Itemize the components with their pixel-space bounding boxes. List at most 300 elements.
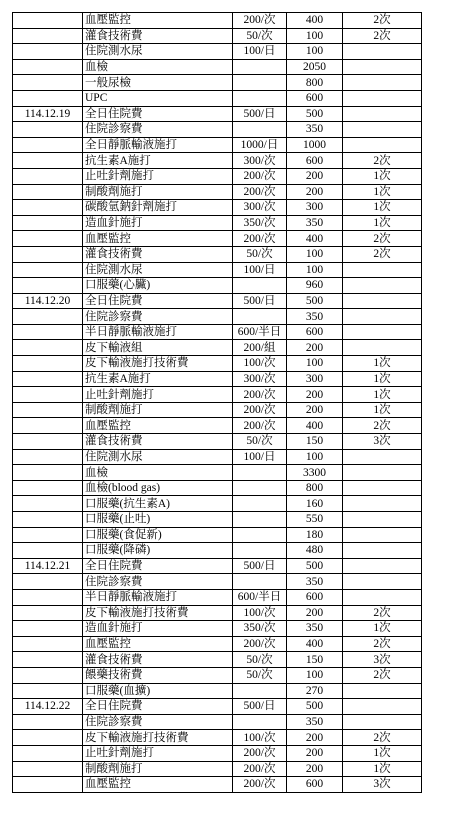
date-cell [13,168,83,184]
date-cell [13,434,83,450]
item-cell: 口服藥(血擴) [83,683,233,699]
table-row [13,278,422,294]
unit-price-cell: 200/次 [233,745,287,761]
count-cell [343,543,422,559]
unit-price-cell: 200/次 [233,761,287,777]
unit-price-cell [233,278,287,294]
unit-price-cell [233,59,287,75]
table-row [13,28,422,44]
unit-price-cell: 300/次 [233,371,287,387]
table-row [13,652,422,668]
date-cell [13,543,83,559]
table-row [13,730,422,746]
count-cell: 3次 [343,434,422,450]
table-row [13,402,422,418]
item-cell: 住院診察費 [83,122,233,138]
amount-cell: 100 [287,44,343,60]
amount-cell: 100 [287,356,343,372]
date-cell [13,371,83,387]
count-cell: 2次 [343,418,422,434]
count-cell: 2次 [343,636,422,652]
count-cell: 2次 [343,730,422,746]
date-cell [13,605,83,621]
unit-price-cell: 600/半日 [233,589,287,605]
unit-price-cell: 600/半日 [233,324,287,340]
count-cell [343,699,422,715]
item-cell: 住院測水尿 [83,262,233,278]
date-cell [13,13,83,29]
amount-cell: 600 [287,153,343,169]
item-cell: 住院診察費 [83,309,233,325]
date-cell: 114.12.19 [13,106,83,122]
count-cell [343,278,422,294]
date-cell [13,200,83,216]
unit-price-cell: 100/次 [233,356,287,372]
unit-price-cell: 200/次 [233,402,287,418]
date-cell [13,215,83,231]
item-cell: 血壓監控 [83,231,233,247]
amount-cell: 200 [287,605,343,621]
amount-cell: 100 [287,28,343,44]
amount-cell: 350 [287,122,343,138]
table-row [13,496,422,512]
date-cell [13,683,83,699]
unit-price-cell: 200/組 [233,340,287,356]
item-cell: 止吐針劑施打 [83,745,233,761]
table-row [13,44,422,60]
item-cell: 住院診察費 [83,574,233,590]
date-cell [13,574,83,590]
item-cell: 血檢 [83,59,233,75]
table-row [13,418,422,434]
amount-cell: 3300 [287,465,343,481]
amount-cell: 160 [287,496,343,512]
item-cell: 制酸劑施打 [83,761,233,777]
table-row [13,215,422,231]
amount-cell: 400 [287,418,343,434]
unit-price-cell [233,480,287,496]
count-cell [343,137,422,153]
count-cell: 1次 [343,184,422,200]
amount-cell: 200 [287,730,343,746]
amount-cell: 600 [287,589,343,605]
amount-cell: 800 [287,480,343,496]
item-cell: 皮下輸液施打技術費 [83,605,233,621]
count-cell [343,324,422,340]
date-cell [13,496,83,512]
amount-cell: 200 [287,387,343,403]
count-cell [343,59,422,75]
count-cell [343,90,422,106]
item-cell: 一般尿檢 [83,75,233,91]
count-cell [343,683,422,699]
date-cell [13,231,83,247]
unit-price-cell [233,543,287,559]
item-cell: 造血針施打 [83,621,233,637]
table-row [13,512,422,528]
item-cell: 半日靜脈輸液施打 [83,589,233,605]
amount-cell: 480 [287,543,343,559]
date-cell [13,28,83,44]
table-row [13,589,422,605]
item-cell: 皮下輸液施打技術費 [83,356,233,372]
unit-price-cell: 100/日 [233,449,287,465]
amount-cell: 300 [287,200,343,216]
date-cell [13,309,83,325]
date-cell [13,340,83,356]
billing-table-body [13,13,422,793]
amount-cell: 350 [287,574,343,590]
count-cell: 2次 [343,28,422,44]
count-cell: 1次 [343,356,422,372]
item-cell: 血檢(blood gas) [83,480,233,496]
count-cell: 2次 [343,246,422,262]
unit-price-cell: 50/次 [233,246,287,262]
count-cell [343,558,422,574]
amount-cell: 180 [287,527,343,543]
unit-price-cell: 200/次 [233,231,287,247]
amount-cell: 550 [287,512,343,528]
amount-cell: 200 [287,340,343,356]
unit-price-cell: 200/次 [233,636,287,652]
item-cell: 口服藥(食促新) [83,527,233,543]
amount-cell: 400 [287,13,343,29]
unit-price-cell: 200/次 [233,168,287,184]
item-cell: 制酸劑施打 [83,402,233,418]
amount-cell: 200 [287,402,343,418]
amount-cell: 1000 [287,137,343,153]
count-cell: 1次 [343,200,422,216]
table-row [13,465,422,481]
unit-price-cell: 200/次 [233,13,287,29]
date-cell [13,278,83,294]
date-cell: 114.12.22 [13,699,83,715]
amount-cell: 150 [287,652,343,668]
unit-price-cell: 200/次 [233,387,287,403]
unit-price-cell [233,683,287,699]
item-cell: 口服藥(抗生素A) [83,496,233,512]
item-cell: 餵藥技術費 [83,667,233,683]
table-row [13,153,422,169]
amount-cell: 500 [287,106,343,122]
item-cell: 血壓監控 [83,13,233,29]
item-cell: 止吐針劑施打 [83,387,233,403]
count-cell [343,574,422,590]
count-cell: 1次 [343,745,422,761]
table-row [13,449,422,465]
amount-cell: 960 [287,278,343,294]
item-cell: 住院診察費 [83,714,233,730]
table-row [13,558,422,574]
unit-price-cell: 350/次 [233,215,287,231]
unit-price-cell [233,512,287,528]
amount-cell: 500 [287,558,343,574]
date-cell [13,730,83,746]
table-row [13,387,422,403]
unit-price-cell [233,465,287,481]
table-row [13,137,422,153]
count-cell [343,262,422,278]
count-cell [343,512,422,528]
amount-cell: 100 [287,449,343,465]
count-cell [343,122,422,138]
amount-cell: 600 [287,777,343,793]
count-cell: 1次 [343,387,422,403]
count-cell [343,465,422,481]
table-row [13,106,422,122]
table-row [13,527,422,543]
unit-price-cell: 200/次 [233,777,287,793]
table-row [13,59,422,75]
unit-price-cell: 100/日 [233,262,287,278]
unit-price-cell: 500/日 [233,293,287,309]
unit-price-cell [233,75,287,91]
item-cell: 半日靜脈輸液施打 [83,324,233,340]
unit-price-cell: 1000/日 [233,137,287,153]
table-row [13,621,422,637]
count-cell [343,293,422,309]
item-cell: 止吐針劑施打 [83,168,233,184]
count-cell: 3次 [343,652,422,668]
date-cell [13,44,83,60]
count-cell [343,449,422,465]
count-cell: 2次 [343,13,422,29]
item-cell: 全日住院費 [83,106,233,122]
table-row [13,200,422,216]
table-row [13,761,422,777]
date-cell [13,324,83,340]
unit-price-cell: 100/次 [233,730,287,746]
count-cell [343,589,422,605]
count-cell [343,340,422,356]
count-cell [343,75,422,91]
date-cell [13,59,83,75]
date-cell [13,636,83,652]
table-row [13,667,422,683]
table-row [13,90,422,106]
table-row [13,13,422,29]
count-cell: 1次 [343,761,422,777]
table-row [13,231,422,247]
item-cell: 抗生素A施打 [83,371,233,387]
date-cell [13,153,83,169]
unit-price-cell: 500/日 [233,106,287,122]
count-cell: 1次 [343,215,422,231]
table-row [13,745,422,761]
unit-price-cell: 100/次 [233,605,287,621]
item-cell: 抗生素A施打 [83,153,233,169]
item-cell: 血壓監控 [83,636,233,652]
item-cell: 口服藥(心臟) [83,278,233,294]
date-cell [13,667,83,683]
unit-price-cell [233,496,287,512]
item-cell: 住院測水尿 [83,44,233,60]
item-cell: 皮下輸液組 [83,340,233,356]
table-row [13,184,422,200]
amount-cell: 200 [287,184,343,200]
unit-price-cell [233,527,287,543]
table-row [13,683,422,699]
table-row [13,75,422,91]
unit-price-cell: 300/次 [233,200,287,216]
date-cell [13,621,83,637]
amount-cell: 350 [287,215,343,231]
unit-price-cell: 50/次 [233,667,287,683]
table-row [13,371,422,387]
count-cell [343,496,422,512]
unit-price-cell: 350/次 [233,621,287,637]
unit-price-cell [233,574,287,590]
table-row [13,543,422,559]
date-cell [13,90,83,106]
item-cell: 皮下輸液施打技術費 [83,730,233,746]
date-cell [13,652,83,668]
unit-price-cell: 50/次 [233,434,287,450]
date-cell [13,465,83,481]
unit-price-cell: 200/次 [233,184,287,200]
table-row [13,699,422,715]
amount-cell: 400 [287,636,343,652]
count-cell: 2次 [343,605,422,621]
date-cell [13,480,83,496]
item-cell: 口服藥(止吐) [83,512,233,528]
count-cell [343,714,422,730]
count-cell: 1次 [343,621,422,637]
unit-price-cell [233,90,287,106]
amount-cell: 100 [287,262,343,278]
item-cell: 灌食技術費 [83,652,233,668]
item-cell: 灌食技術費 [83,246,233,262]
amount-cell: 600 [287,90,343,106]
amount-cell: 200 [287,761,343,777]
amount-cell: 500 [287,293,343,309]
table-row [13,122,422,138]
table-row [13,605,422,621]
date-cell [13,262,83,278]
date-cell [13,761,83,777]
item-cell: 血檢 [83,465,233,481]
count-cell [343,527,422,543]
item-cell: 住院測水尿 [83,449,233,465]
count-cell [343,309,422,325]
amount-cell: 400 [287,231,343,247]
amount-cell: 100 [287,667,343,683]
date-cell: 114.12.21 [13,558,83,574]
date-cell [13,122,83,138]
table-row [13,246,422,262]
item-cell: 造血針施打 [83,215,233,231]
billing-table [12,12,422,793]
amount-cell: 300 [287,371,343,387]
amount-cell: 200 [287,168,343,184]
date-cell [13,777,83,793]
date-cell [13,75,83,91]
amount-cell: 100 [287,246,343,262]
count-cell: 2次 [343,667,422,683]
table-row [13,574,422,590]
amount-cell: 350 [287,309,343,325]
unit-price-cell [233,309,287,325]
table-row [13,340,422,356]
table-row [13,636,422,652]
count-cell [343,106,422,122]
unit-price-cell: 200/次 [233,418,287,434]
table-row [13,777,422,793]
item-cell: 全日住院費 [83,699,233,715]
date-cell [13,527,83,543]
amount-cell: 500 [287,699,343,715]
date-cell [13,356,83,372]
unit-price-cell: 500/日 [233,699,287,715]
table-row [13,480,422,496]
unit-price-cell: 50/次 [233,652,287,668]
item-cell: 灌食技術費 [83,434,233,450]
date-cell [13,589,83,605]
date-cell [13,246,83,262]
amount-cell: 800 [287,75,343,91]
count-cell: 2次 [343,231,422,247]
table-row [13,293,422,309]
unit-price-cell: 50/次 [233,28,287,44]
amount-cell: 350 [287,714,343,730]
amount-cell: 200 [287,745,343,761]
count-cell: 1次 [343,168,422,184]
table-row [13,309,422,325]
table-row [13,168,422,184]
count-cell [343,480,422,496]
date-cell [13,387,83,403]
table-row [13,434,422,450]
count-cell: 2次 [343,153,422,169]
date-cell [13,184,83,200]
item-cell: 全日靜脈輸液施打 [83,137,233,153]
amount-cell: 600 [287,324,343,340]
table-row [13,714,422,730]
date-cell [13,745,83,761]
unit-price-cell [233,714,287,730]
amount-cell: 2050 [287,59,343,75]
unit-price-cell [233,122,287,138]
amount-cell: 270 [287,683,343,699]
item-cell: 全日住院費 [83,558,233,574]
date-cell [13,402,83,418]
date-cell [13,137,83,153]
amount-cell: 350 [287,621,343,637]
unit-price-cell: 100/日 [233,44,287,60]
date-cell: 114.12.20 [13,293,83,309]
item-cell: 碳酸氫鈉針劑施打 [83,200,233,216]
date-cell [13,512,83,528]
unit-price-cell: 300/次 [233,153,287,169]
item-cell: 血壓監控 [83,777,233,793]
table-row [13,324,422,340]
item-cell: 灌食技術費 [83,28,233,44]
unit-price-cell: 500/日 [233,558,287,574]
item-cell: 口服藥(降磷) [83,543,233,559]
count-cell: 3次 [343,777,422,793]
item-cell: 全日住院費 [83,293,233,309]
amount-cell: 150 [287,434,343,450]
item-cell: 制酸劑施打 [83,184,233,200]
count-cell: 1次 [343,402,422,418]
date-cell [13,449,83,465]
date-cell [13,714,83,730]
date-cell [13,418,83,434]
table-row [13,356,422,372]
item-cell: UPC [83,90,233,106]
count-cell [343,44,422,60]
count-cell: 1次 [343,371,422,387]
